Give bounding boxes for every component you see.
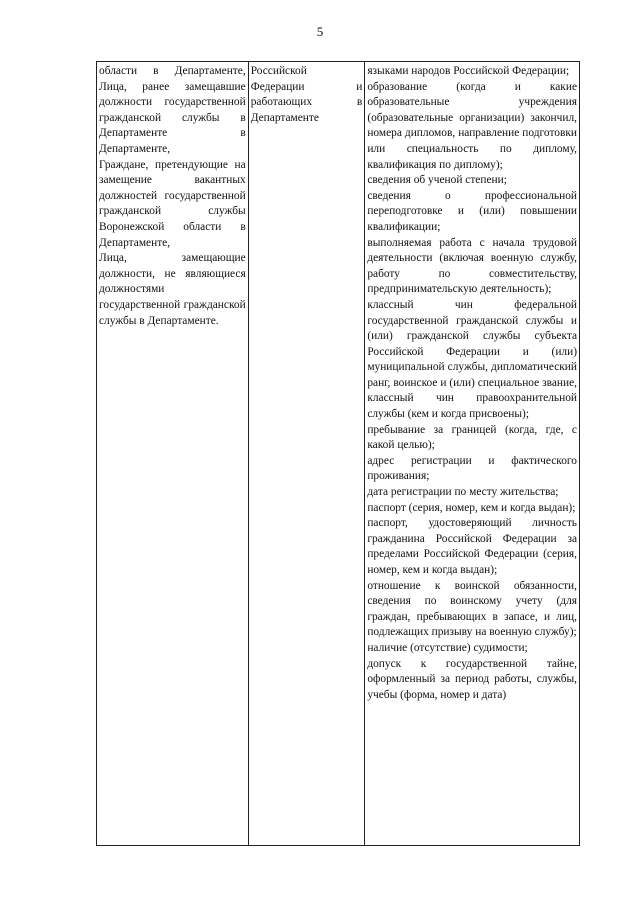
subjects-paragraph: области в Департаменте, Лица, ранее замещавшие должности государственной гражданской службы в Департаменте в Департаменте, bbox=[99, 65, 246, 155]
data-list-item: пребывание за границей (когда, где, с какой целью); bbox=[367, 423, 577, 452]
category-cell bbox=[248, 62, 365, 846]
data-list-item: адрес регистрации и фактического проживания; bbox=[367, 454, 577, 483]
data-list-item: образование (когда и какие образовательные учреждения (образовательные организации) закончил, номера дипломов, направление подготовки или специальность по диплому, квалификация по диплому); bbox=[367, 80, 577, 171]
data-list-item: дата регистрации по месту жительства; bbox=[367, 486, 559, 499]
table-row bbox=[97, 62, 580, 846]
data-list-item: выполняемая работа с начала трудовой деятельности (включая военную службу, работу по совместительству, предпринимательскую деятельность); bbox=[367, 236, 577, 296]
data-list-cell bbox=[365, 62, 580, 846]
data-list-item: паспорт (серия, номер, кем и когда выдан); bbox=[367, 501, 576, 514]
data-list-item: языками народов Российской Федерации; bbox=[367, 65, 570, 77]
data-list-item: допуск к государственной тайне, оформленный за период работы, службы, учебы (форма, номер и дата) bbox=[367, 657, 577, 701]
subjects-paragraph: Граждане, претендующие на замещение вакантных должностей государственной гражданской службы Воронежской области в Департаменте, bbox=[99, 158, 246, 249]
data-list-item: сведения о профессиональной переподготовке и (или) повышении квалификации; bbox=[367, 189, 577, 233]
data-list-item: сведения об ученой степени; bbox=[367, 174, 507, 187]
subjects-paragraph: Лица, замещающие должности, не являющиеся должностями государственной гражданской службы в Департаменте. bbox=[99, 252, 246, 327]
data-list-item: классный чин федеральной государственной гражданской службы и (или) гражданской службы субъекта Российской Федерации и (или) муниципальной службы, дипломатический ранг, воинское и (или) специальное звание, классный чин правоохранительной службы (кем и когда присвоены); bbox=[367, 298, 577, 421]
page-number: 5 bbox=[316, 24, 324, 39]
personal-data-table bbox=[96, 61, 580, 846]
category-paragraph: Российской Федерации и работающих в Департаменте bbox=[250, 65, 363, 124]
data-list-item: наличие (отсутствие) судимости; bbox=[367, 641, 528, 654]
data-list-item: отношение к воинской обязанности, сведения по воинскому учету (для граждан, пребывающих в запасе, и лиц, подлежащих призыву на военную службу); bbox=[367, 579, 577, 639]
data-list-item: паспорт, удостоверяющий личность гражданина Российской Федерации за пределами Российской Федерации (серия, номер, кем и когда выдан); bbox=[367, 517, 577, 576]
subjects-cell bbox=[97, 62, 249, 846]
